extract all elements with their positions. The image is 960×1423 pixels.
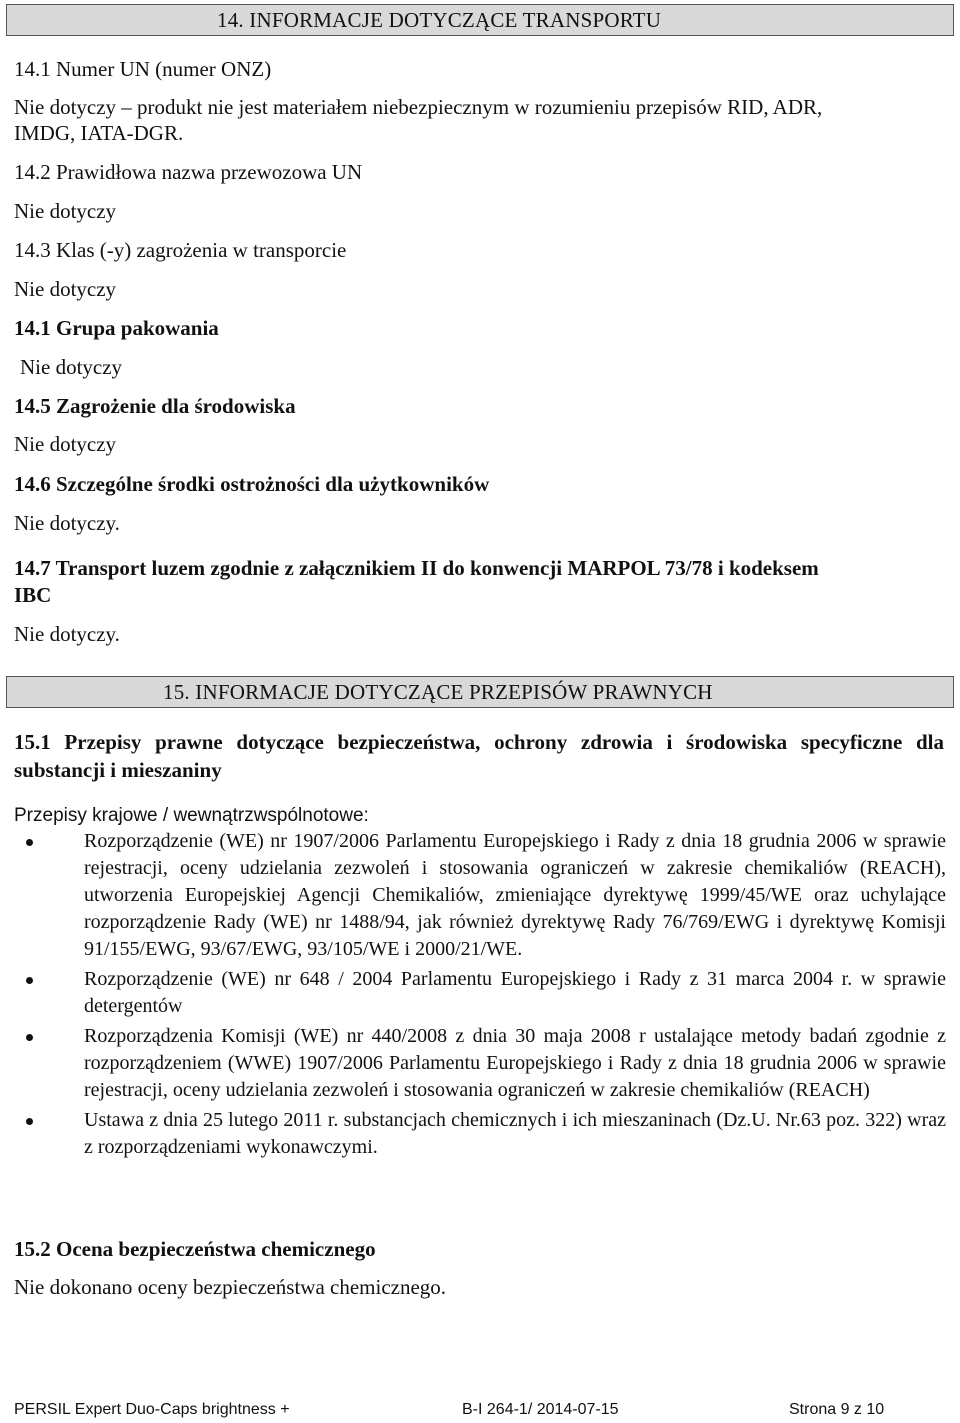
regulation-item [14,1023,946,1104]
s146-text: Nie dotyczy. [14,511,120,535]
bullet-icon [26,839,33,846]
regulation-text: Ustawa z dnia 25 lutego 2011 r. substancjach chemicznych i ich mieszaninach (Dz.U. Nr.63 poz. 322) wraz z rozporządzeniami wykonawczymi. [84,1109,946,1158]
s143-text: Nie dotyczy [14,277,117,301]
s142-heading: 14.2 Prawidłowa nazwa przewozowa UN [14,160,363,184]
s145-heading: 14.5 Zagrożenie dla środowiska [14,394,296,418]
s147-heading-line1: 14.7 Transport luzem zgodnie z załącznikiem II do konwencji MARPOL 73/78 i kodeksem [14,556,819,580]
regulation-text: Rozporządzenie (WE) nr 1907/2006 Parlamentu Europejskiego i Rady z dnia 18 grudnia 2006 w sprawie rejestracji, oceny udzielania zezwoleń i stosowania ograniczeń w zakresie chemikaliów (REACH), utworzenia Europejskiej Agencji Chemikaliów, zmieniające dyrektywę 1999/45/WE oraz uchylające rozporządzenie Rady (WE) nr 1488/94, jak również dyrektywę Rady 76/769/EWG i dyrektywę Komisji 91/155/EWG, 93/67/EWG, 93/105/WE i 2000/21/WE. [84,830,946,960]
regulation-text: Rozporządzenie (WE) nr 648 / 2004 Parlamentu Europejskiego i Rady z 31 marca 2004 r. w sprawie detergentów [84,968,946,1017]
regulation-text: Rozporządzenia Komisji (WE) nr 440/2008 z dnia 30 maja 2008 r ustalające metody badań zgodnie z rozporządzeniem (WWE) 1907/2006 Parlamentu Europejskiego i Rady z dnia 18 grudnia 2006 w sprawie rejestracji, oceny udzielania zezwoleń i stosowania ograniczeń w zakresie chemikaliów (REACH) [84,1025,946,1101]
regulations-list [14,828,946,1164]
section-14-header [6,4,954,36]
s144-text: Nie dotyczy [20,355,123,379]
footer-doc-id: B-I 264-1/ 2014-07-15 [462,1401,619,1418]
s147-heading-line2: IBC [14,583,52,607]
regulation-item [14,828,946,963]
s141-heading: 14.1 Numer UN (numer ONZ) [14,57,272,81]
s141-text-line2: IMDG, IATA-DGR. [14,121,184,145]
footer-product: PERSIL Expert Duo-Caps brightness + [14,1401,290,1418]
s147-text: Nie dotyczy. [14,622,120,646]
s152-heading: 15.2 Ocena bezpieczeństwa chemicznego [14,1237,376,1261]
section-15-header [6,676,954,708]
s146-heading: 14.6 Szczególne środki ostrożności dla użytkowników [14,472,490,496]
bullet-icon [26,1034,33,1041]
section-15-title: 15. INFORMACJE DOTYCZĄCE PRZEPISÓW PRAWNYCH [163,680,713,704]
s144-heading: 14.1 Grupa pakowania [14,316,219,340]
s142-text: Nie dotyczy [14,199,117,223]
bullet-icon [26,1118,33,1125]
s145-text: Nie dotyczy [14,432,117,456]
section-14-title: 14. INFORMACJE DOTYCZĄCE TRANSPORTU [217,8,662,32]
s143-heading: 14.3 Klas (-y) zagrożenia w transporcie [14,238,347,262]
s152-text: Nie dokonano oceny bezpieczeństwa chemicznego. [14,1275,447,1299]
bullet-icon [26,977,33,984]
footer-page-number: Strona 9 z 10 [789,1401,885,1418]
regulation-item [14,1107,946,1161]
s151-intro: Przepisy krajowe / wewnątrzwspólnotowe: [14,805,369,826]
s151-heading: 15.1 Przepisy prawne dotyczące bezpieczeństwa, ochrony zdrowia i środowiska specyficzne dla substancji i mieszaniny [14,730,944,782]
s141-text-line1: Nie dotyczy – produkt nie jest materiałem niebezpiecznym w rozumieniu przepisów RID, ADR, [14,95,823,119]
regulation-item [14,966,946,1020]
